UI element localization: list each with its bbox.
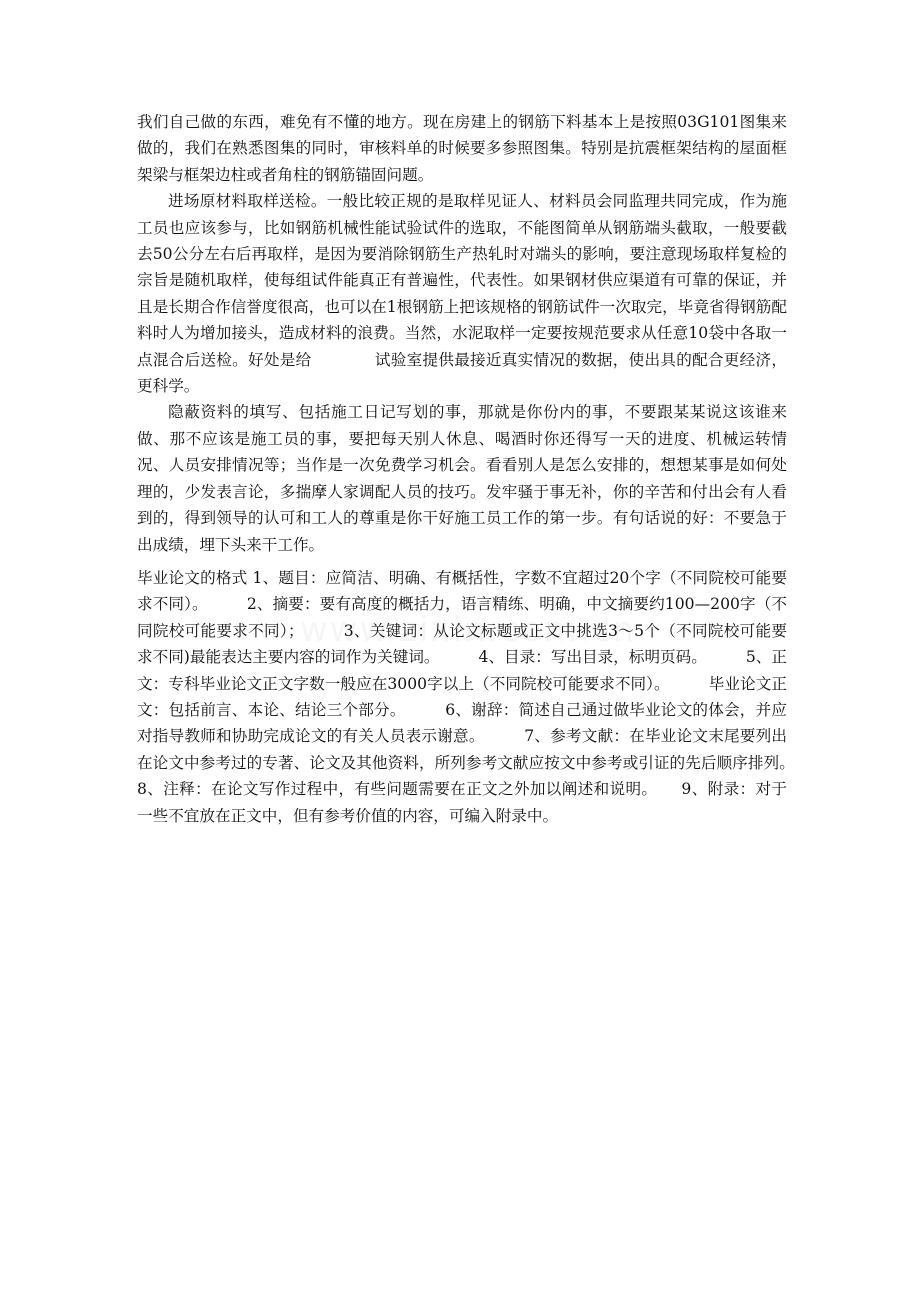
paragraph-thesis-format: 毕业论文的格式 1、题目：应简洁、明确、有概括性，字数不宜超过20个字（不同院校可能要求不同）。 2、摘要：要有高度的概括力，语言精练、明确，中文摘要约100—200字（不同院校可能要求不同）； 3、关键词：从论文标题或正文中挑选3～5个（不同院校可能要求不同)最能表达主要内容的词作为关键词。 4、目录：写出目录，标明页码。 5、正文：专科毕业论文正文字数一般应在3000字以上（不同院校可能要求不同）。 毕业论文正文：包括前言、本论、结论三个部分。 6、谢辞：简述自己通过做毕业论文的体会，并应对指导教师和协助完成论文的有关人员表示谢意。 7、参考文献：在毕业论文末尾要列出在论文中参考过的专著、论文及其他资料，所列参考文献应按文中参考或引证的先后顺序排列。 8、注释：在论文写作过程中，有些问题需要在正文之外加以阐述和说明。 9、附录：对于一些不宜放在正文中，但有参考价值的内容，可编入附录中。 xyxy=(137,569,834,825)
article-body xyxy=(137,109,787,558)
paragraph-rebar-drawings: 我们自己做的东西，难免有不懂的地方。现在房建上的钢筋下料基本上是按照03G101图集来做的，我们在熟悉图集的同时，审核料单的时候要多参照图集。特别是抗震框架结构的屋面框架梁与框架边柱或者角柱的钢筋锚固问题。 xyxy=(137,113,787,184)
paragraph-material-sampling: 进场原材料取样送检。一般比较正规的是取样见证人、材料员会同监理共同完成，作为施工员也应该参与，比如钢筋机械性能试验试件的选取，不能图简单从钢筋端头截取，一般要截去50公分左右后再取样，是因为要消除钢筋生产热轧时对端头的影响，要注意现场取样复检的宗旨是随机取样，使每组试件能真正有普遍性，代表性。如果钢材供应渠道有可靠的保证，并且是长期合作信誉度很高，也可以在1根钢筋上把该规格的钢筋试件一次取完，毕竟省得钢筋配料时人为增加接头，造成材料的浪费。当然，水泥取样一定要按规范要求从任意10袋中各取一点混合后送检。好处是给 试验室提供最接近真实情况的数据，使出具的配合更经济，更科学。 xyxy=(137,192,787,396)
paragraph-concealed-records: 隐蔽资料的填写、包括施工日记写划的事，那就是你份内的事，不要跟某某说这该谁来做、那不应该是施工员的事，要把每天别人休息、喝酒时你还得写一天的进度、机械运转情况、人员安排情况等；当作是一次免费学习机会。看看别人是怎么安排的，想想某事是如何处理的，少发表言论，多揣摩人家调配人员的技巧。发牢骚于事无补，你的辛苦和付出会有人看到的，得到领导的认可和工人的尊重是你干好施工员工作的第一步。有句话说的好：不要急于出成绩，埋下头来干工作。 xyxy=(137,403,787,554)
thesis-format-section xyxy=(137,565,834,829)
